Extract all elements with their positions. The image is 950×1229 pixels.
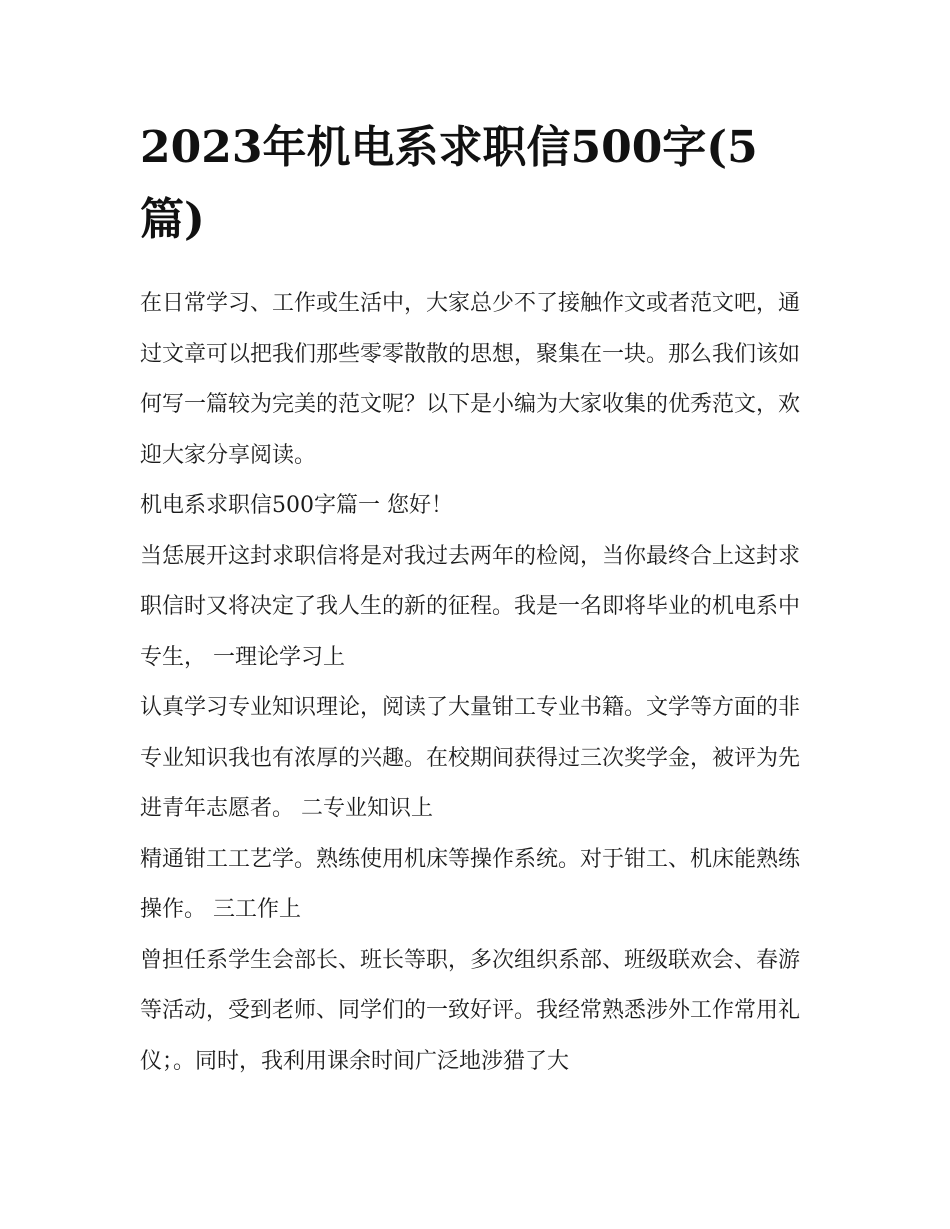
body-paragraph: 曾担任系学生会部长、班长等职，多次组织系部、班级联欢会、春游等活动，受到老师、同学们的一致好评。我经常熟悉涉外工作常用礼仪；。同时，我利用课余时间广泛地涉猎了大	[140, 947, 801, 1074]
body-paragraph: 当恁展开这封求职信将是对我过去两年的检阅，当你最终合上这封求职信时又将决定了我人生的新的征程。我是一名即将毕业的机电系中专生， 一理论学习上	[140, 543, 801, 670]
document-body	[140, 279, 820, 1087]
intro-paragraph: 在日常学习、工作或生活中，大家总少不了接触作文或者范文吧，通过文章可以把我们那些零零散散的思想，聚集在一块。那么我们该如何写一篇较为完美的范文呢？以下是小编为大家收集的优秀范文，欢迎大家分享阅读。	[140, 291, 801, 468]
body-paragraph: 认真学习专业知识理论，阅读了大量钳工专业书籍。文学等方面的非专业知识我也有浓厚的兴趣。在校期间获得过三次奖学金，被评为先进青年志愿者。 二专业知识上	[140, 695, 801, 821]
page-title: 2023年机电系求职信500字(5篇)	[140, 122, 758, 245]
body-paragraph: 精通钳工工艺学。熟练使用机床等操作系统。对于钳工、机床能熟练操作。 三工作上	[140, 846, 801, 922]
section-heading-1: 机电系求职信500字篇一 您好！	[140, 493, 453, 518]
